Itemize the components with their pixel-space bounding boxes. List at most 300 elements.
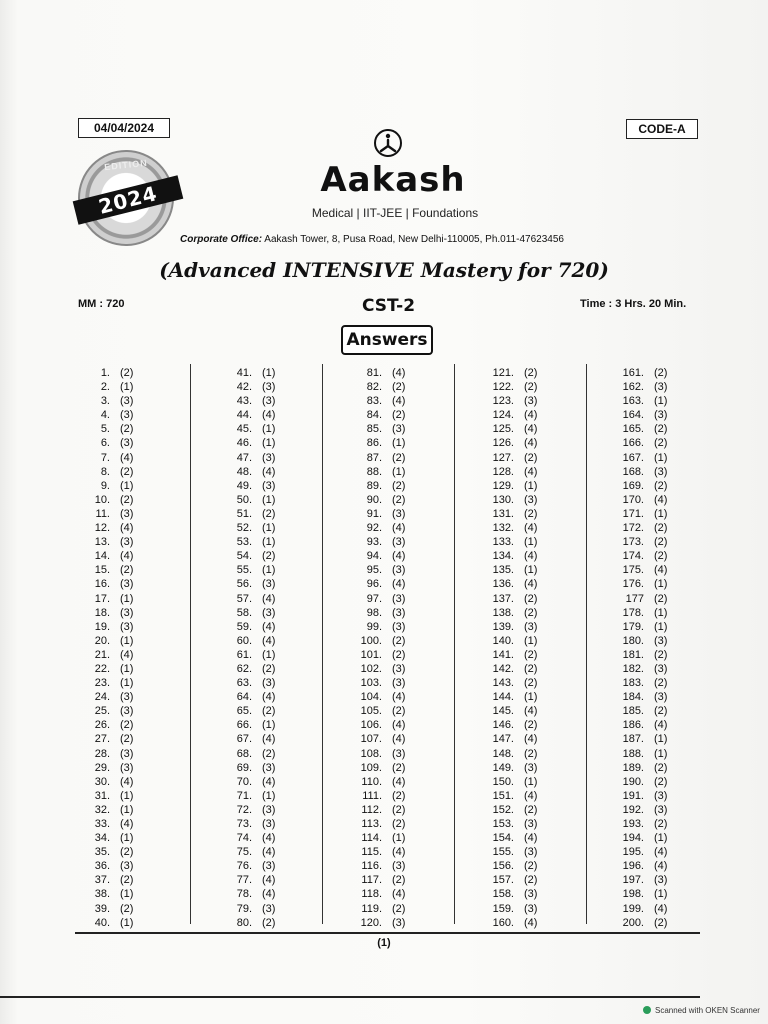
answer-row [484, 887, 537, 901]
question-number: 26. [94, 719, 110, 732]
answer-row [86, 662, 133, 676]
answer-row [614, 648, 667, 662]
answer-option: (1) [654, 747, 668, 760]
question-number: 117. [361, 874, 382, 887]
answer-row [222, 577, 275, 591]
question-number: 193. [622, 818, 644, 830]
question-number: 37. [94, 874, 110, 887]
answer-row [484, 704, 537, 718]
answer-option: (2) [654, 916, 668, 929]
answer-row [614, 704, 667, 718]
answer-option: (1) [524, 634, 538, 647]
question-number: 92. [366, 522, 382, 535]
scanner-watermark: Scanned with OKEN Scanner [655, 1006, 760, 1015]
question-number: 71. [236, 789, 252, 802]
question-number: 40. [94, 916, 110, 929]
answer-option: (4) [262, 691, 276, 704]
answer-row [352, 831, 405, 845]
answer-option: (2) [120, 564, 134, 577]
question-number: 27. [94, 733, 110, 746]
answer-row [222, 704, 275, 718]
question-number: 38. [94, 888, 110, 901]
answer-option: (3) [262, 803, 276, 816]
question-number: 133. [492, 536, 514, 549]
answer-option: (1) [120, 634, 134, 647]
answer-option: (4) [524, 550, 538, 563]
answer-option: (2) [392, 818, 406, 830]
question-number: 81. [366, 367, 382, 379]
answer-row [352, 451, 405, 465]
answer-option: (3) [120, 691, 134, 704]
answer-option: (1) [120, 381, 134, 394]
answer-row [86, 380, 133, 394]
answer-option: (1) [654, 451, 668, 464]
answer-option: (2) [120, 874, 134, 887]
answer-option: (4) [262, 409, 276, 422]
answer-option: (4) [262, 846, 276, 859]
question-number: 162. [622, 381, 644, 394]
question-number: 106. [360, 719, 382, 732]
answer-option: (3) [392, 536, 406, 549]
question-number: 196. [622, 860, 644, 873]
answer-row [222, 845, 275, 859]
question-number: 48. [236, 465, 252, 478]
answer-row [222, 507, 275, 521]
answer-row [614, 690, 667, 704]
answer-option: (2) [392, 874, 406, 887]
answer-column [484, 366, 537, 930]
scanner-logo-icon [643, 1006, 651, 1014]
question-number: 120. [360, 916, 382, 929]
answer-option: (1) [524, 691, 538, 704]
answer-option: (3) [262, 677, 276, 690]
question-number: 85. [366, 423, 382, 436]
answer-row [86, 690, 133, 704]
answer-row [484, 676, 537, 690]
answer-option: (1) [262, 522, 276, 535]
question-number: 89. [366, 479, 382, 492]
answer-row [352, 887, 405, 901]
question-number: 189. [622, 761, 644, 774]
answer-option: (4) [262, 634, 276, 647]
question-number: 90. [366, 493, 382, 506]
program-title: (Advanced INTENSIVE Mastery for 720) [159, 258, 609, 282]
answer-option: (3) [120, 578, 134, 591]
answer-option: (2) [654, 479, 668, 492]
answer-row [86, 817, 133, 831]
answer-option: (2) [120, 846, 134, 859]
answer-row [86, 648, 133, 662]
question-number: 31. [94, 789, 110, 802]
answer-row [484, 380, 537, 394]
answer-row [484, 394, 537, 408]
answer-option: (2) [524, 719, 538, 732]
test-name: CST-2 [362, 296, 416, 316]
question-number: 87. [366, 451, 382, 464]
answer-option: (2) [392, 648, 406, 661]
answer-row [484, 859, 537, 873]
brand-name: Aakash [320, 160, 466, 200]
question-number: 75. [236, 846, 252, 859]
answer-option: (2) [524, 606, 538, 619]
answer-option: (2) [654, 592, 668, 605]
answer-option: (4) [654, 846, 668, 859]
question-number: 118. [361, 888, 382, 901]
answer-row [614, 451, 667, 465]
answer-option: (4) [262, 832, 276, 845]
answer-option: (3) [120, 761, 134, 774]
question-number: 11. [95, 507, 110, 520]
question-number: 108. [360, 747, 382, 760]
question-number: 2. [100, 381, 110, 394]
question-number: 110. [361, 775, 382, 788]
answer-option: (1) [654, 578, 668, 591]
answer-option: (2) [524, 381, 538, 394]
answer-option: (1) [120, 677, 134, 690]
question-number: 83. [366, 395, 382, 408]
answer-option: (1) [262, 564, 276, 577]
answer-row [222, 465, 275, 479]
answer-row [614, 366, 667, 380]
answer-option: (1) [262, 437, 276, 450]
answer-option: (4) [392, 578, 406, 591]
answer-row [484, 690, 537, 704]
answer-row [352, 408, 405, 422]
answer-row [86, 436, 133, 450]
answer-option: (2) [120, 493, 134, 506]
question-number: 4. [100, 409, 110, 422]
question-number: 14. [94, 550, 110, 563]
answer-row [222, 648, 275, 662]
answer-option: (4) [120, 522, 134, 535]
answer-row [86, 704, 133, 718]
question-number: 96. [366, 578, 382, 591]
answer-row [484, 662, 537, 676]
question-number: 73. [236, 818, 252, 830]
column-divider [322, 364, 323, 924]
answer-option: (3) [392, 564, 406, 577]
answer-option: (4) [392, 522, 406, 535]
answer-option: (4) [524, 733, 538, 746]
answer-option: (3) [262, 578, 276, 591]
answer-row [484, 873, 537, 887]
answer-option: (1) [654, 733, 668, 746]
question-number: 141. [492, 648, 514, 661]
answer-row [614, 817, 667, 831]
answer-option: (4) [262, 874, 276, 887]
answer-option: (3) [120, 860, 134, 873]
answer-option: (2) [262, 550, 276, 563]
answer-row [222, 887, 275, 901]
answer-row [484, 732, 537, 746]
answer-row [614, 718, 667, 732]
answer-row [352, 732, 405, 746]
answer-row [86, 606, 133, 620]
question-number: 173. [622, 536, 644, 549]
answer-row [614, 479, 667, 493]
answer-row [484, 831, 537, 845]
answer-option: (2) [262, 747, 276, 760]
question-number: 200. [622, 916, 644, 929]
question-number: 60. [236, 634, 252, 647]
question-number: 34. [94, 832, 110, 845]
answer-option: (2) [524, 367, 538, 379]
answer-option: (2) [262, 916, 276, 929]
answer-row [222, 690, 275, 704]
question-number: 93. [366, 536, 382, 549]
question-number: 168. [622, 465, 644, 478]
answer-option: (4) [392, 691, 406, 704]
question-number: 107. [360, 733, 382, 746]
answer-row [86, 620, 133, 634]
time-duration: Time : 3 Hrs. 20 Min. [580, 298, 687, 310]
question-number: 20. [94, 634, 110, 647]
question-number: 171. [622, 507, 644, 520]
answer-row [352, 775, 405, 789]
answer-option: (4) [392, 846, 406, 859]
answer-row [614, 634, 667, 648]
answer-option: (3) [392, 423, 406, 436]
question-number: 104. [360, 691, 382, 704]
answer-row [86, 775, 133, 789]
question-number: 121. [492, 367, 514, 379]
question-number: 123. [492, 395, 514, 408]
question-number: 62. [236, 662, 252, 675]
answer-option: (2) [392, 705, 406, 718]
answer-row [614, 521, 667, 535]
question-number: 21. [94, 648, 110, 661]
answer-row [614, 620, 667, 634]
answer-row [484, 366, 537, 380]
answer-row [614, 761, 667, 775]
question-number: 122. [492, 381, 514, 394]
answer-row [484, 648, 537, 662]
answer-option: (4) [392, 719, 406, 732]
answer-row [352, 549, 405, 563]
answer-option: (3) [392, 507, 406, 520]
answer-option: (4) [262, 465, 276, 478]
answer-option: (3) [262, 395, 276, 408]
question-number: 12. [94, 522, 110, 535]
answer-row [222, 493, 275, 507]
answer-option: (3) [654, 691, 668, 704]
answer-option: (4) [524, 578, 538, 591]
question-number: 164. [622, 409, 644, 422]
answer-option: (3) [392, 606, 406, 619]
answer-row [86, 394, 133, 408]
answer-option: (3) [262, 860, 276, 873]
question-number: 185. [622, 705, 644, 718]
question-number: 149. [492, 761, 514, 774]
question-number: 194. [622, 832, 644, 845]
answer-row [484, 845, 537, 859]
answer-row [484, 803, 537, 817]
question-number: 3. [100, 395, 110, 408]
answer-row [614, 493, 667, 507]
answer-row [86, 887, 133, 901]
answer-option: (3) [524, 761, 538, 774]
answer-option: (2) [654, 437, 668, 450]
answer-row [352, 902, 405, 916]
answer-option: (3) [392, 860, 406, 873]
question-number: 136. [492, 578, 514, 591]
answer-row [352, 789, 405, 803]
answer-row [484, 451, 537, 465]
answer-row [352, 620, 405, 634]
answer-row [352, 479, 405, 493]
question-number: 19. [94, 620, 110, 633]
answer-option: (1) [262, 493, 276, 506]
question-number: 145. [492, 705, 514, 718]
answer-option: (4) [392, 888, 406, 901]
answer-row [86, 845, 133, 859]
answer-row [614, 394, 667, 408]
answer-option: (1) [654, 888, 668, 901]
page-edge [0, 996, 700, 998]
answer-option: (2) [654, 648, 668, 661]
answer-row [222, 775, 275, 789]
answer-row [352, 676, 405, 690]
question-number: 64. [236, 691, 252, 704]
answer-option: (4) [262, 888, 276, 901]
answer-row [352, 366, 405, 380]
answer-option: (2) [654, 705, 668, 718]
question-number: 178. [622, 606, 644, 619]
answer-option: (3) [654, 465, 668, 478]
answer-row [222, 718, 275, 732]
answer-row [484, 789, 537, 803]
answer-row [86, 563, 133, 577]
answer-row [86, 507, 133, 521]
answer-row [352, 592, 405, 606]
answer-option: (2) [524, 747, 538, 760]
question-number: 165. [622, 423, 644, 436]
answer-option: (2) [654, 423, 668, 436]
question-number: 140. [492, 634, 514, 647]
question-number: 25. [94, 705, 110, 718]
answer-option: (3) [262, 451, 276, 464]
answer-row [484, 761, 537, 775]
answer-row [614, 549, 667, 563]
answer-option: (1) [262, 719, 276, 732]
question-number: 175. [622, 564, 644, 577]
answer-option: (2) [524, 451, 538, 464]
answer-row [86, 577, 133, 591]
answer-option: (2) [524, 677, 538, 690]
question-number: 198. [622, 888, 644, 901]
answer-row [352, 873, 405, 887]
answer-option: (1) [524, 536, 538, 549]
answer-option: (4) [120, 550, 134, 563]
column-divider [454, 364, 455, 924]
question-number: 126. [492, 437, 514, 450]
answer-option: (3) [120, 705, 134, 718]
answer-row [484, 422, 537, 436]
answer-row [352, 535, 405, 549]
question-number: 180. [622, 634, 644, 647]
question-number: 42. [236, 381, 252, 394]
question-number: 99. [366, 620, 382, 633]
question-number: 10. [94, 493, 110, 506]
answer-row [352, 507, 405, 521]
question-number: 24. [94, 691, 110, 704]
answer-option: (2) [120, 719, 134, 732]
bottom-rule [75, 932, 700, 934]
answer-row [222, 916, 275, 930]
answer-row [484, 507, 537, 521]
answer-option: (1) [120, 592, 134, 605]
answer-row [86, 873, 133, 887]
answer-row [222, 873, 275, 887]
answers-heading: Answers [341, 325, 433, 355]
answer-row [86, 831, 133, 845]
answer-option: (1) [262, 648, 276, 661]
answer-option: (2) [392, 381, 406, 394]
answer-row [484, 577, 537, 591]
answer-option: (1) [120, 803, 134, 816]
answer-option: (1) [262, 789, 276, 802]
question-number: 176. [622, 578, 644, 591]
answer-option: (4) [654, 564, 668, 577]
answer-option: (2) [524, 648, 538, 661]
question-number: 154. [492, 832, 514, 845]
answer-option: (1) [392, 465, 406, 478]
answer-row [352, 817, 405, 831]
answer-column [352, 366, 405, 930]
question-number: 160. [492, 916, 514, 929]
question-number: 65. [236, 705, 252, 718]
answer-row [614, 775, 667, 789]
question-number: 35. [94, 846, 110, 859]
answer-option: (2) [392, 789, 406, 802]
answer-option: (3) [524, 902, 538, 915]
answer-option: (2) [262, 507, 276, 520]
answer-row [86, 535, 133, 549]
question-number: 152. [492, 803, 514, 816]
answer-option: (2) [654, 761, 668, 774]
question-number: 131. [492, 507, 514, 520]
answer-row [484, 606, 537, 620]
code-label: CODE-A [626, 119, 698, 139]
answer-row [484, 775, 537, 789]
answer-row [352, 521, 405, 535]
answer-row [484, 747, 537, 761]
answer-option: (1) [654, 606, 668, 619]
question-number: 9. [100, 479, 110, 492]
answer-option: (3) [392, 620, 406, 633]
seal-edition-text: EDITION [103, 157, 149, 173]
answer-row [484, 916, 537, 930]
question-number: 77. [236, 874, 252, 887]
question-number: 139. [492, 620, 514, 633]
answer-row [86, 732, 133, 746]
answer-option: (2) [654, 677, 668, 690]
question-number: 153. [492, 818, 514, 830]
question-number: 116. [361, 860, 382, 873]
answer-row [86, 634, 133, 648]
answer-option: (1) [392, 832, 406, 845]
answer-row [614, 845, 667, 859]
question-number: 32. [94, 803, 110, 816]
answer-option: (3) [654, 634, 668, 647]
question-number: 137. [492, 592, 514, 605]
answer-row [484, 465, 537, 479]
question-number: 18. [94, 606, 110, 619]
answer-row [86, 789, 133, 803]
question-number: 157. [492, 874, 514, 887]
answer-row [614, 436, 667, 450]
answer-row [484, 718, 537, 732]
